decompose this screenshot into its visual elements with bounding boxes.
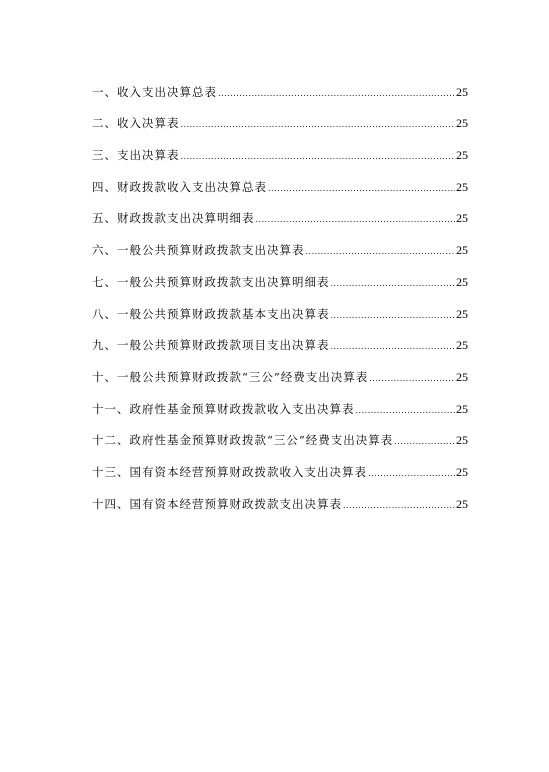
toc-entry-title: 五、财政拨款支出决算明细表: [92, 211, 255, 226]
toc-dot-leader: [331, 340, 456, 353]
toc-entry-page-number: 25: [456, 496, 468, 511]
toc-entry-page-number: 25: [456, 84, 468, 99]
toc-entry-title: 三、支出决算表: [92, 148, 180, 163]
toc-entry[interactable]: [92, 195, 468, 227]
toc-entry[interactable]: [92, 480, 468, 512]
toc-entry-page-number: 25: [456, 306, 468, 321]
toc-dot-leader: [394, 435, 455, 448]
toc-entry-page-number: 25: [456, 274, 468, 289]
toc-dot-leader: [306, 245, 456, 258]
table-of-contents: [92, 68, 468, 512]
toc-entry-title: 九、一般公共预算财政拨款项目支出决算表: [92, 338, 330, 353]
toc-entry-page-number: 25: [456, 243, 468, 258]
toc-entry[interactable]: [92, 417, 468, 449]
toc-entry[interactable]: [92, 68, 468, 100]
toc-entry-page-number: 25: [456, 179, 468, 194]
toc-dot-leader: [356, 404, 456, 417]
toc-dot-leader: [181, 118, 456, 131]
toc-entry-page-number: 25: [456, 338, 468, 353]
toc-entry-title: 六、一般公共预算财政拨款支出决算表: [92, 243, 305, 258]
toc-entry-title: 十三、国有资本经营预算财政拨款收入支出决算表: [92, 464, 367, 479]
toc-dot-leader: [268, 182, 455, 195]
toc-entry-title: 八、一般公共预算财政拨款基本支出决算表: [92, 306, 330, 321]
toc-entry-title: 一、收入支出决算总表: [92, 84, 217, 99]
toc-entry-page-number: 25: [456, 116, 468, 131]
toc-entry[interactable]: [92, 448, 468, 480]
toc-dot-leader: [331, 277, 456, 290]
toc-entry[interactable]: [92, 163, 468, 195]
toc-entry-title: 十、一般公共预算财政拨款“三公”经费支出决算表: [92, 369, 369, 384]
toc-entry[interactable]: [92, 353, 468, 385]
toc-entry-title: 十二、政府性基金预算财政拨款“三公”经费支出决算表: [92, 433, 394, 448]
toc-entry-title: 七、一般公共预算财政拨款支出决算明细表: [92, 274, 330, 289]
toc-entry[interactable]: [92, 385, 468, 417]
toc-entry-title: 二、收入决算表: [92, 116, 180, 131]
toc-dot-leader: [331, 309, 456, 322]
toc-entry-title: 十一、政府性基金预算财政拨款收入支出决算表: [92, 401, 355, 416]
toc-entry-title: 四、财政拨款收入支出决算总表: [92, 179, 267, 194]
toc-entry-page-number: 25: [456, 464, 468, 479]
toc-entry-page-number: 25: [456, 401, 468, 416]
toc-entry[interactable]: [92, 322, 468, 354]
toc-entry-title: 十四、国有资本经营预算财政拨款支出决算表: [92, 496, 342, 511]
toc-dot-leader: [343, 499, 455, 512]
toc-dot-leader: [181, 150, 456, 163]
toc-entry[interactable]: [92, 131, 468, 163]
toc-dot-leader: [256, 213, 456, 226]
toc-entry[interactable]: [92, 290, 468, 322]
toc-entry-page-number: 25: [456, 433, 468, 448]
toc-entry-page-number: 25: [456, 148, 468, 163]
toc-entry[interactable]: [92, 258, 468, 290]
toc-entry-page-number: 25: [456, 369, 468, 384]
toc-entry-page-number: 25: [456, 211, 468, 226]
toc-entry[interactable]: [92, 226, 468, 258]
toc-entry[interactable]: [92, 100, 468, 132]
toc-dot-leader: [369, 372, 455, 385]
toc-dot-leader: [368, 467, 455, 480]
toc-dot-leader: [218, 87, 455, 100]
